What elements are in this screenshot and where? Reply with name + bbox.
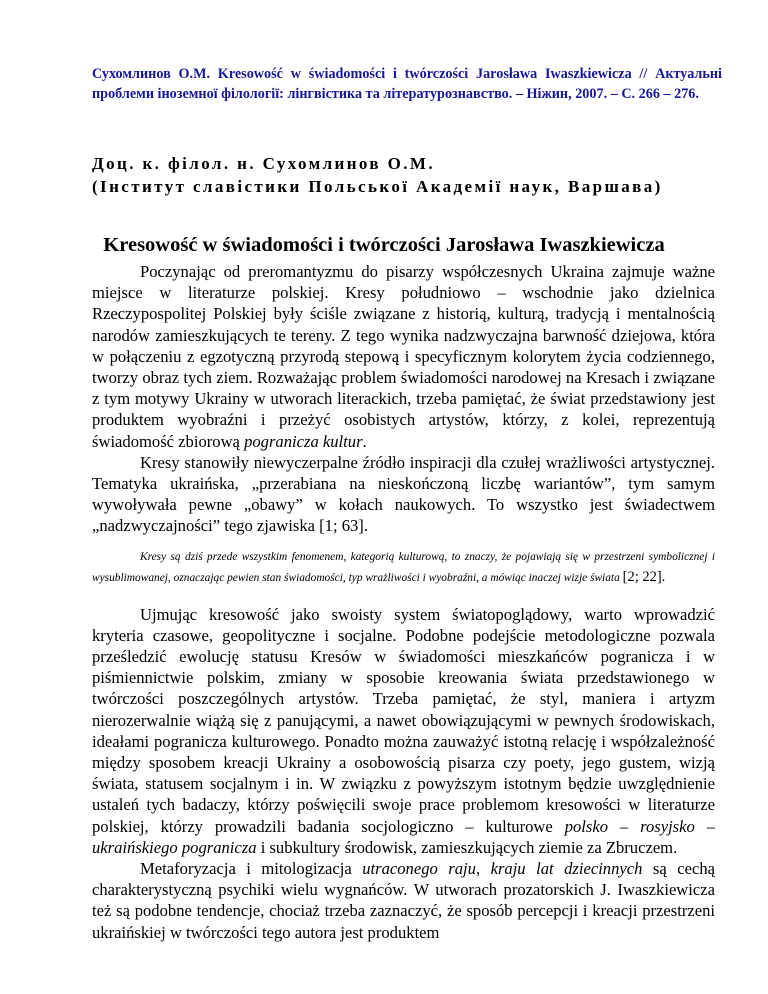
paragraph-text: Ujmując kresowość jako swoisty system światopoglądowy, warto wprowadzić kryteria czasowe, geopolityczne i socjalne. Podobne podejście metodologiczne pozwala prześledzić ewolucję statusu Kresów w świadomości mieszkańców pogranicza i w piśmiennictwie polskim, zmiany w sposobie kreowania świata przedstawionego w twórczości poszczególnych artystów. Trzeba pamiętać, że styl, maniera i artyzm nierozerwalnie wiążą się z panującymi, a nawet obowiązującymi w pewnych środowiskach, ideałami pogranicza kulturowego. Ponadto można zauważyć istotną relację i współzależność między sposobem kreacji Ukrainy a osobowością pisarza czy poety, jego gustem, wizją świata, statusem socjalnym i in. W związku z powyższym istotnym będzie uwzględnienie ustaleń tych badaczy, którzy poświęcili swoje prace problemom kresowości w literaturze polskiej, którzy prowadzili badania socjologiczno – kulturowe: [92, 604, 715, 836]
quote-reference: [2; 22].: [622, 568, 666, 585]
block-quote: [92, 547, 715, 588]
italic-phrase: polsko – rosyjsko – ukraińskiego pogranicza: [92, 816, 715, 857]
paragraph-text: .: [362, 431, 367, 451]
article-body: [92, 261, 715, 943]
quote-text: Kresy są dziś przede wszystkim fenomenem, kategorią kulturową, to znaczy, że pojawiają się w przestrzeni symbolicznej i wysublimowanej, oznaczając pewien stan świadomości, typ wrażliwości i wyobraźni, a mówiąc inaczej wizje świata: [92, 550, 715, 584]
author-name: Доц. к. філол. н. Сухомлинов О.М.: [92, 154, 435, 173]
author-block: [92, 152, 742, 198]
italic-phrase: pogranicza kultur: [244, 431, 363, 451]
paragraph-text: ,: [475, 859, 491, 879]
paragraph-text: i subkultury środowisk, zamieszkujących ziemie za Zbruczem.: [256, 837, 678, 857]
paragraph-text: Poczynając od preromantyzmu do pisarzy współczesnych Ukraina zajmuje ważne miejsce w literaturze polskiej. Kresy południowo – wschodnie jako dzielnica Rzeczypospolitej Polskiej były ściśle związane z historią, kulturą, tradycją i mentalnością narodów zamieszkujących te tereny. Z tego wynika nadzwyczajna barwność dziejowa, która w połączeniu z egzotyczną przyrodą stepową i specyficznym kolorytem życia codziennego, tworzy obraz tych ziem. Rozważając problem świadomości narodowej na Kresach i związane z tym motywy Ukrainy w utworach literackich, trzeba pamiętać, że świat przedstawiony jest produktem wyobraźni i przeżyć osobistych artystów, którzy, z kolei, reprezentują świadomość zbiorową: [92, 262, 715, 451]
author-affiliation: (Інститут славістики Польської Академії наук, Варшава): [92, 177, 663, 196]
paragraph-text: Metaforyzacja i mitologizacja: [140, 859, 363, 879]
paragraph-text: są cechą charakterystyczną psychiki wielu wygnańców. W utworach prozatorskich J. Iwaszkiewicza też są podobne tendencje, chociaż trzeba zaznaczyć, że sposób percepcji i kreacji przestrzeni ukraińskiej w twórczości tego autora jest produktem: [92, 859, 715, 942]
article-title: Kresowość w świadomości i twórczości Jarosława Iwaszkiewicza: [103, 234, 665, 256]
italic-phrase: kraju lat dziecinnych: [490, 859, 643, 879]
citation-header: Сухомлинов О.М. Kresowość w świadomości i twórczości Jarosława Iwaszkiewicza // Актуальні проблеми іноземної філології: лінгвістика та літературознавство. – Ніжин, 2007. – С. 266 – 276.: [92, 66, 722, 102]
paragraph-1: [92, 261, 715, 452]
paragraph-4: [92, 858, 715, 943]
italic-phrase: utraconego raju: [362, 859, 476, 879]
paragraph-3: [92, 604, 715, 858]
paragraph-2: Kresy stanowiły niewyczerpalne źródło inspiracji dla czułej wrażliwości artystycznej. Tematyka ukraińska, „przerabiana na nieskończoną liczbę wariantów”, tym samym wywoływała pewne „obawy” w kołach naukowych. To wszystko jest świadectwem „nadzwyczajności” tego zjawiska [1; 63].: [92, 452, 715, 536]
